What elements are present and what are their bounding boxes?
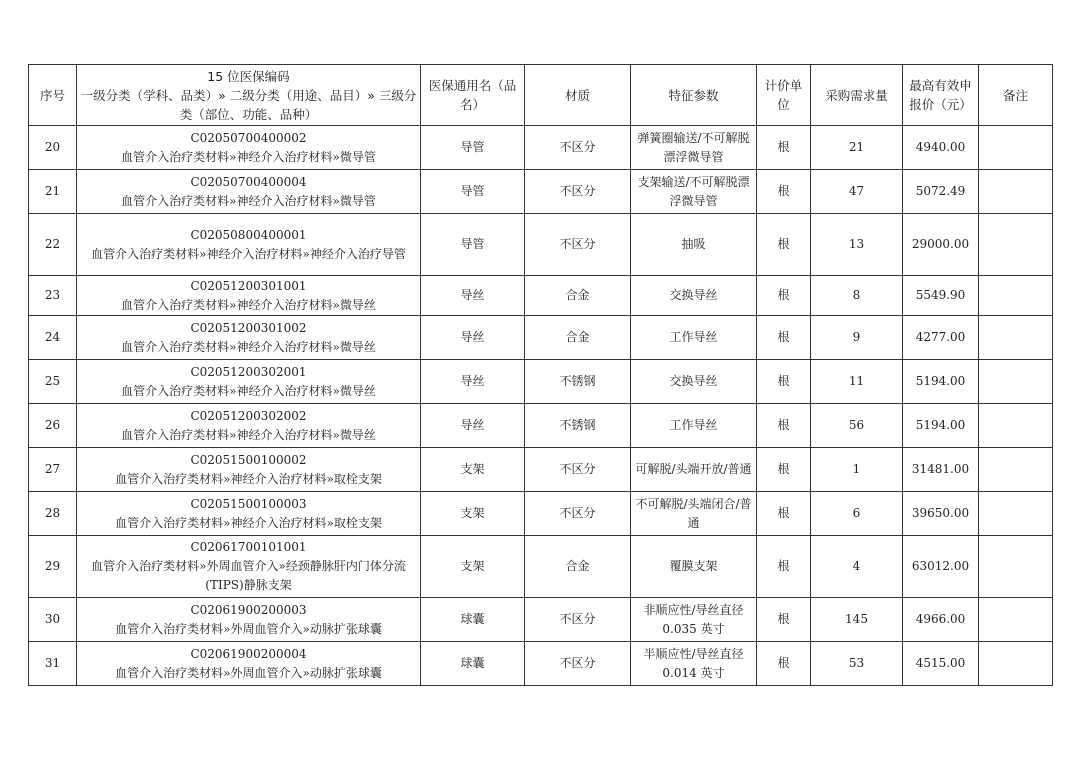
cell-unit: 根 (757, 536, 811, 598)
cell-code (77, 214, 421, 276)
cell-features: 不可解脱/头端闭合/普通 (631, 492, 757, 536)
cell-remark (979, 360, 1053, 404)
category-path: 血管介入治疗类材料»神经介入治疗材料»取栓支架 (115, 471, 382, 486)
table-body (29, 126, 1053, 686)
cell-name: 导管 (421, 126, 525, 170)
table-row (29, 276, 1053, 316)
cell-price: 4515.00 (903, 642, 979, 686)
cell-features: 交换导丝 (631, 276, 757, 316)
cell-seq: 26 (29, 404, 77, 448)
procurement-table (28, 64, 1053, 686)
code-value: C02050700400002 (190, 130, 307, 145)
category-path: 血管介入治疗类材料»神经介入治疗材料»微导管 (121, 193, 376, 208)
cell-name: 导丝 (421, 404, 525, 448)
cell-code (77, 492, 421, 536)
cell-unit: 根 (757, 492, 811, 536)
cell-material: 不区分 (525, 126, 631, 170)
cell-qty: 145 (811, 598, 903, 642)
cell-name: 导管 (421, 214, 525, 276)
cell-name: 导管 (421, 170, 525, 214)
cell-code (77, 536, 421, 598)
cell-seq: 24 (29, 316, 77, 360)
table-row (29, 360, 1053, 404)
cell-seq: 25 (29, 360, 77, 404)
cell-price: 5194.00 (903, 360, 979, 404)
cell-features: 非顺应性/导丝直径 0.035 英寸 (631, 598, 757, 642)
cell-unit: 根 (757, 598, 811, 642)
code-value: C02051200301001 (190, 278, 307, 293)
cell-seq: 22 (29, 214, 77, 276)
cell-seq: 29 (29, 536, 77, 598)
cell-remark (979, 536, 1053, 598)
header-row (29, 65, 1053, 126)
cell-material: 不锈钢 (525, 404, 631, 448)
header-code (77, 65, 421, 126)
category-path: 血管介入治疗类材料»神经介入治疗材料»微导丝 (121, 383, 376, 398)
cell-remark (979, 126, 1053, 170)
category-path: 血管介入治疗类材料»外周血管介入»动脉扩张球囊 (115, 665, 382, 680)
table-row (29, 316, 1053, 360)
cell-features: 半顺应性/导丝直径 0.014 英寸 (631, 642, 757, 686)
code-value: C02051500100003 (190, 496, 307, 511)
cell-name: 球囊 (421, 642, 525, 686)
cell-qty: 6 (811, 492, 903, 536)
cell-qty: 4 (811, 536, 903, 598)
cell-seq: 20 (29, 126, 77, 170)
header-price: 最高有效申报价（元） (903, 65, 979, 126)
table-header (29, 65, 1053, 126)
cell-qty: 21 (811, 126, 903, 170)
cell-code (77, 360, 421, 404)
cell-unit: 根 (757, 448, 811, 492)
cell-features: 覆膜支架 (631, 536, 757, 598)
cell-name: 导丝 (421, 316, 525, 360)
cell-remark (979, 316, 1053, 360)
cell-price: 29000.00 (903, 214, 979, 276)
header-unit: 计价单位 (757, 65, 811, 126)
cell-remark (979, 276, 1053, 316)
cell-name: 支架 (421, 448, 525, 492)
cell-code (77, 316, 421, 360)
cell-remark (979, 404, 1053, 448)
category-path: 血管介入治疗类材料»神经介入治疗材料»微导管 (121, 149, 376, 164)
cell-material: 不区分 (525, 448, 631, 492)
table-row (29, 404, 1053, 448)
cell-price: 31481.00 (903, 448, 979, 492)
cell-unit: 根 (757, 170, 811, 214)
category-path: 血管介入治疗类材料»外周血管介入»经颈静脉肝内门体分流(TIPS)静脉支架 (91, 559, 406, 592)
cell-features: 可解脱/头端开放/普通 (631, 448, 757, 492)
cell-remark (979, 492, 1053, 536)
cell-material: 合金 (525, 536, 631, 598)
cell-name: 支架 (421, 492, 525, 536)
code-value: C02051200301002 (190, 320, 307, 335)
cell-seq: 30 (29, 598, 77, 642)
cell-remark (979, 214, 1053, 276)
code-value: C02051200302001 (190, 364, 307, 379)
cell-name: 导丝 (421, 276, 525, 316)
header-name: 医保通用名（品名） (421, 65, 525, 126)
cell-name: 支架 (421, 536, 525, 598)
cell-unit: 根 (757, 360, 811, 404)
cell-qty: 11 (811, 360, 903, 404)
code-value: C02050800400001 (190, 227, 307, 242)
table-row (29, 214, 1053, 276)
cell-remark (979, 170, 1053, 214)
cell-seq: 28 (29, 492, 77, 536)
category-path: 血管介入治疗类材料»神经介入治疗材料»取栓支架 (115, 515, 382, 530)
cell-unit: 根 (757, 404, 811, 448)
cell-material: 合金 (525, 316, 631, 360)
cell-features: 抽吸 (631, 214, 757, 276)
cell-seq: 31 (29, 642, 77, 686)
cell-code (77, 404, 421, 448)
cell-unit: 根 (757, 642, 811, 686)
cell-code (77, 276, 421, 316)
cell-code (77, 598, 421, 642)
code-value: C02051200302002 (190, 408, 307, 423)
cell-price: 5072.49 (903, 170, 979, 214)
cell-code (77, 642, 421, 686)
cell-features: 支架输送/不可解脱漂浮微导管 (631, 170, 757, 214)
cell-remark (979, 642, 1053, 686)
code-value: C02061900200003 (190, 602, 307, 617)
cell-price: 39650.00 (903, 492, 979, 536)
cell-seq: 27 (29, 448, 77, 492)
cell-price: 5194.00 (903, 404, 979, 448)
cell-code (77, 448, 421, 492)
cell-seq: 21 (29, 170, 77, 214)
cell-material: 不区分 (525, 214, 631, 276)
cell-code (77, 170, 421, 214)
cell-material: 不锈钢 (525, 360, 631, 404)
table-row (29, 126, 1053, 170)
cell-material: 不区分 (525, 598, 631, 642)
category-path: 血管介入治疗类材料»神经介入治疗材料»微导丝 (121, 297, 376, 312)
cell-qty: 56 (811, 404, 903, 448)
header-seq: 序号 (29, 65, 77, 126)
cell-code (77, 126, 421, 170)
header-remark: 备注 (979, 65, 1053, 126)
cell-material: 不区分 (525, 642, 631, 686)
cell-remark (979, 598, 1053, 642)
cell-unit: 根 (757, 276, 811, 316)
table-row (29, 170, 1053, 214)
cell-price: 4940.00 (903, 126, 979, 170)
cell-price: 63012.00 (903, 536, 979, 598)
cell-price: 4966.00 (903, 598, 979, 642)
table-row (29, 492, 1053, 536)
cell-features: 交换导丝 (631, 360, 757, 404)
cell-features: 工作导丝 (631, 404, 757, 448)
cell-qty: 8 (811, 276, 903, 316)
header-features: 特征参数 (631, 65, 757, 126)
category-path: 血管介入治疗类材料»外周血管介入»动脉扩张球囊 (115, 621, 382, 636)
table-row (29, 598, 1053, 642)
cell-qty: 53 (811, 642, 903, 686)
cell-features: 弹簧圈输送/不可解脱漂浮微导管 (631, 126, 757, 170)
cell-price: 5549.90 (903, 276, 979, 316)
table-row (29, 642, 1053, 686)
cell-unit: 根 (757, 126, 811, 170)
cell-remark (979, 448, 1053, 492)
cell-name: 导丝 (421, 360, 525, 404)
table-row (29, 448, 1053, 492)
cell-price: 4277.00 (903, 316, 979, 360)
code-value: C02050700400004 (190, 174, 307, 189)
cell-features: 工作导丝 (631, 316, 757, 360)
cell-material: 不区分 (525, 492, 631, 536)
code-value: C02061900200004 (190, 646, 307, 661)
header-code-title: 15 位医保编码 (207, 68, 290, 84)
category-path: 血管介入治疗类材料»神经介入治疗材料»神经介入治疗导管 (91, 246, 406, 261)
header-material: 材质 (525, 65, 631, 126)
cell-qty: 1 (811, 448, 903, 492)
cell-material: 合金 (525, 276, 631, 316)
cell-qty: 9 (811, 316, 903, 360)
header-qty: 采购需求量 (811, 65, 903, 126)
cell-material: 不区分 (525, 170, 631, 214)
category-path: 血管介入治疗类材料»神经介入治疗材料»微导丝 (121, 427, 376, 442)
category-path: 血管介入治疗类材料»神经介入治疗材料»微导丝 (121, 339, 376, 354)
cell-seq: 23 (29, 276, 77, 316)
cell-name: 球囊 (421, 598, 525, 642)
cell-unit: 根 (757, 214, 811, 276)
header-code-subtitle: 一级分类（学科、品类）» 二级分类（用途、品目）» 三级分类（部位、功能、品种） (80, 87, 417, 122)
cell-unit: 根 (757, 316, 811, 360)
code-value: C02051500100002 (190, 452, 307, 467)
cell-qty: 47 (811, 170, 903, 214)
cell-qty: 13 (811, 214, 903, 276)
table-row (29, 536, 1053, 598)
code-value: C02061700101001 (190, 540, 307, 554)
